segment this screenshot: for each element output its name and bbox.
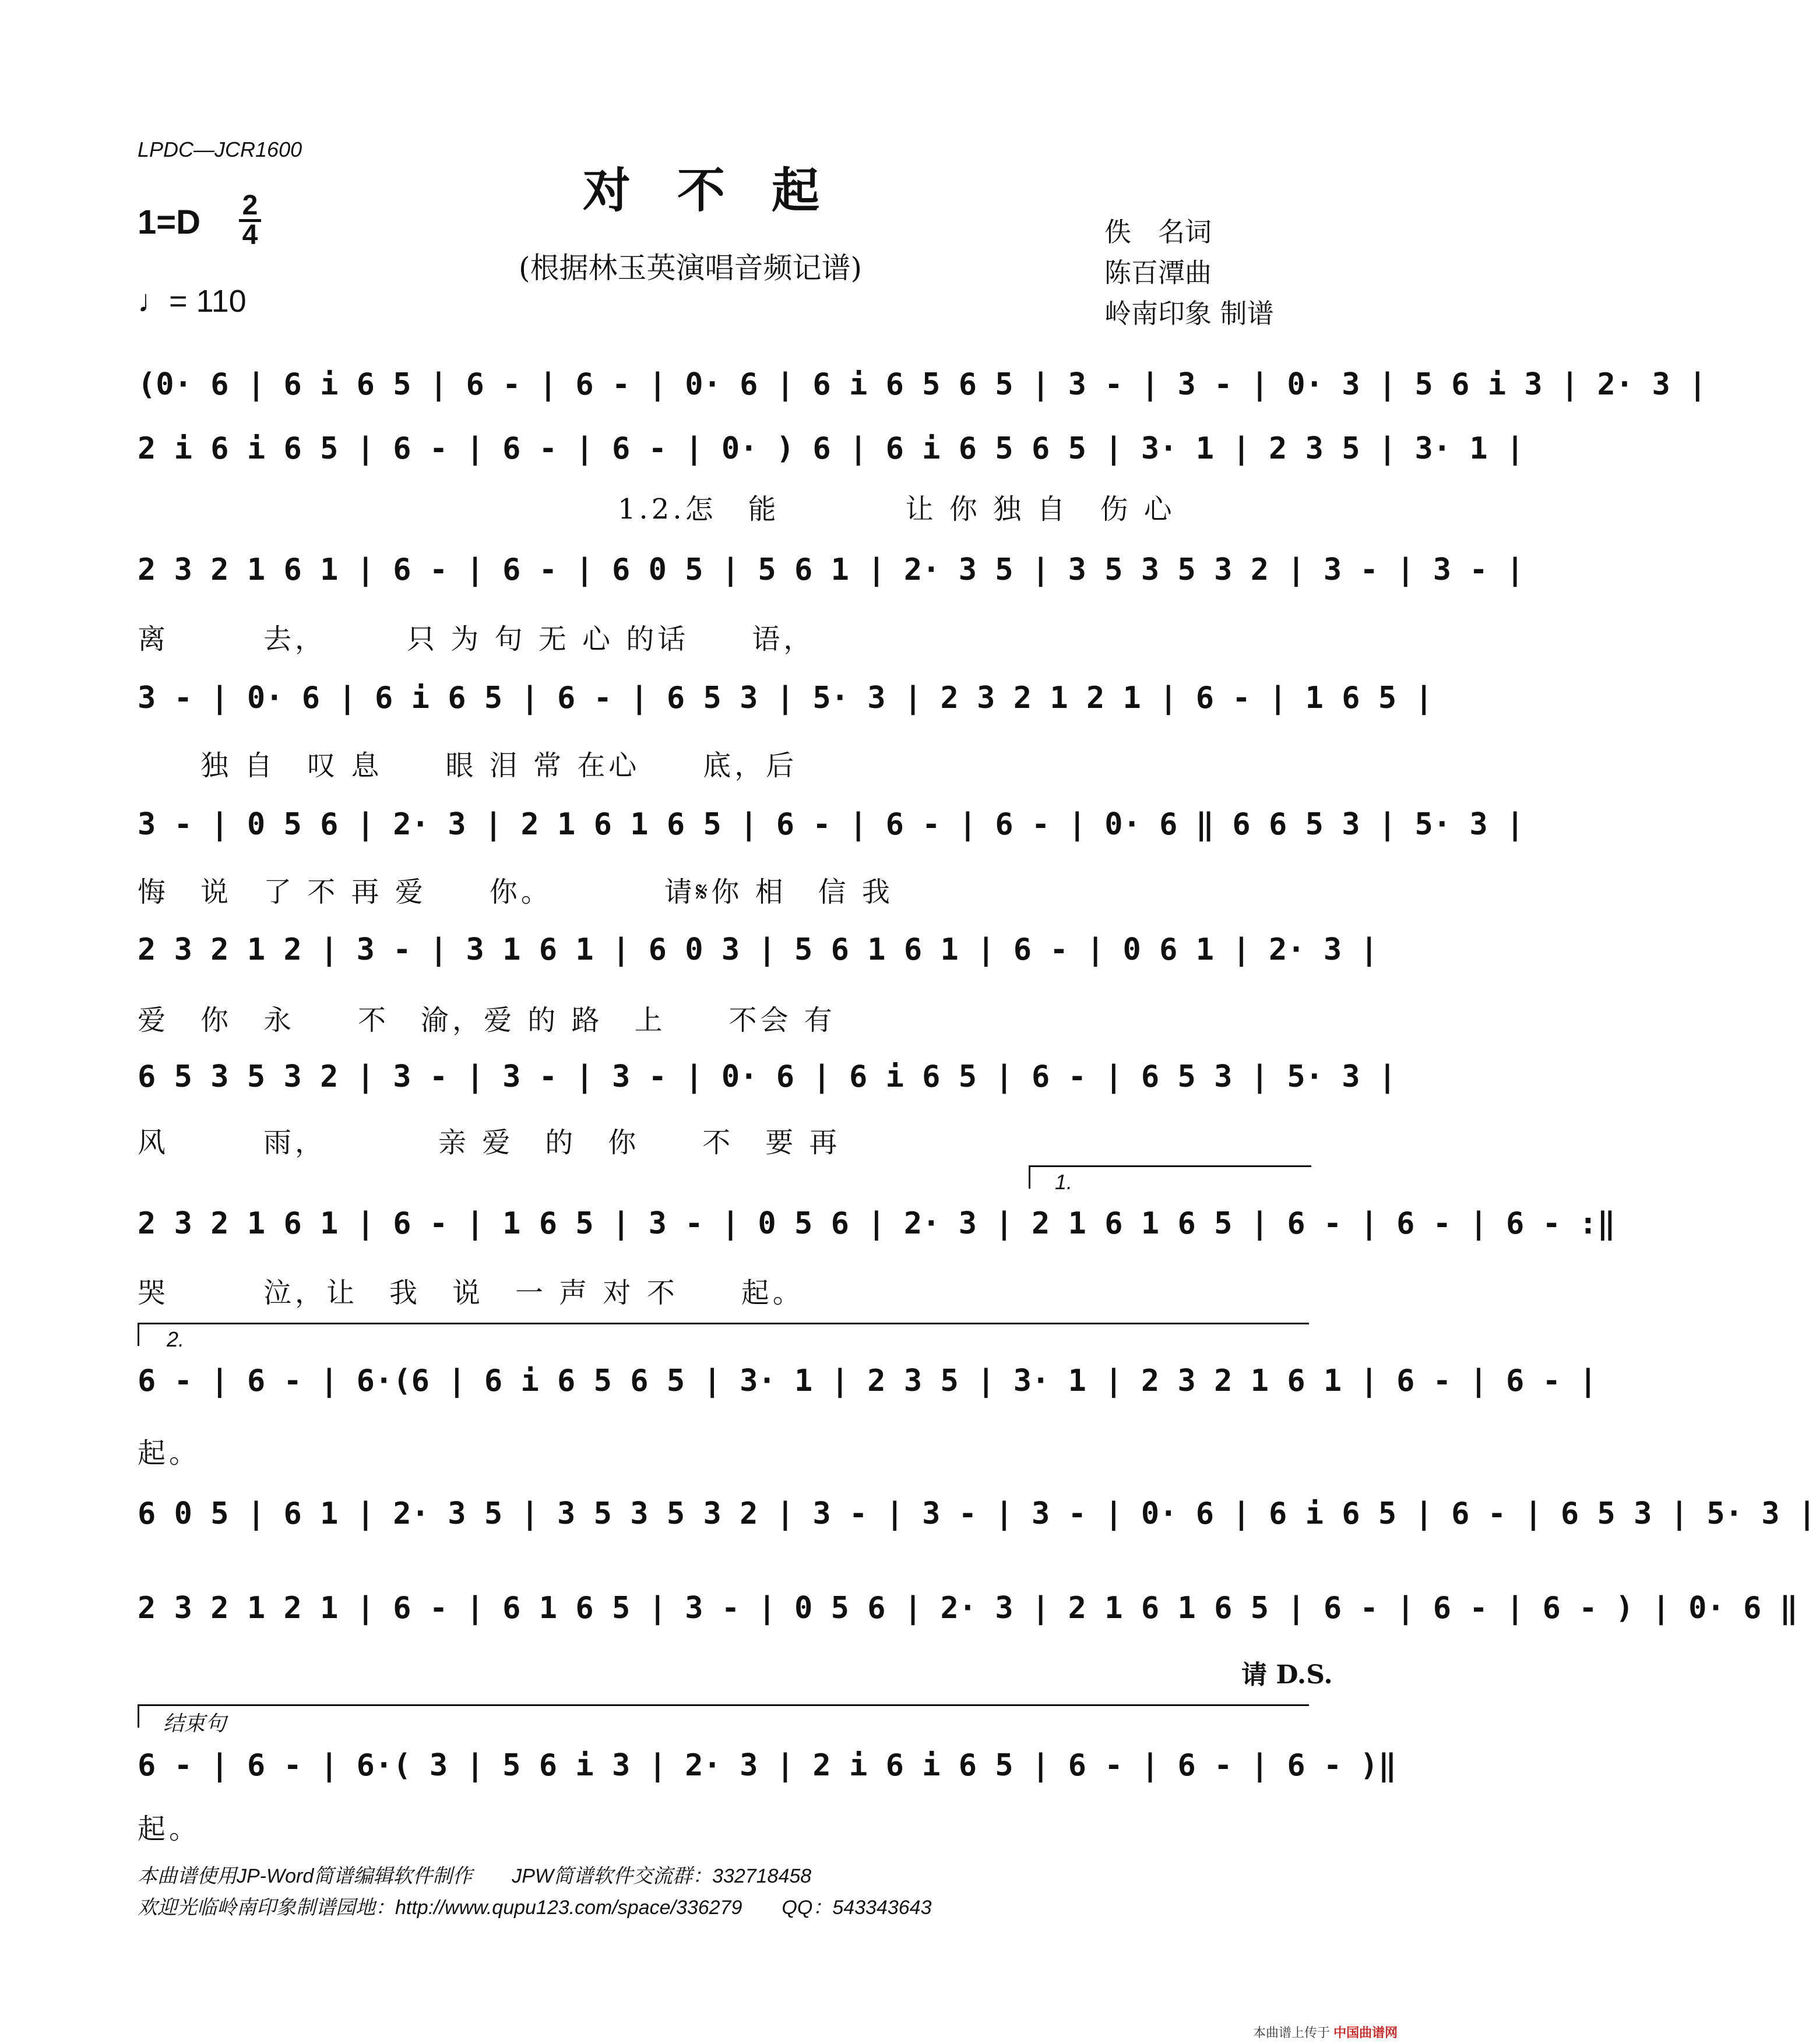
document-id: LPDC—JCR1600 xyxy=(138,138,302,161)
music-system-10: 6 0 5 | 6 1 | 2· 3 5 | 3 5 3 5 3 2 | 3 - | 3 - | 3 - | 0· 6 | 6 i 6 5 | 6 - | 6 5 3 | 5· 3 | xyxy=(138,1496,1816,1531)
time-signature xyxy=(239,192,261,249)
tempo-marking: ♩= 110 xyxy=(138,284,247,319)
music-system-8: 2 3 2 1 6 1 | 6 - | 1 6 5 | 3 - | 0 5 6 | 2· 3 | 2 1 6 1 6 5 | 6 - | 6 - | 6 - :‖ xyxy=(138,1206,1616,1241)
music-system-7: 6 5 3 5 3 2 | 3 - | 3 - | 3 - | 0· 6 | 6 i 6 5 | 6 - | 6 5 3 | 5· 3 | xyxy=(138,1059,1397,1094)
watermark-site: 中国曲谱网 xyxy=(1333,2025,1398,2040)
music-system-12: 6 - | 6 - | 6·( 3 | 5 6 i 3 | 2· 3 | 2 i 6 i 6 5 | 6 - | 6 - | 6 - )‖ xyxy=(138,1748,1397,1783)
lyric-line-3: 离 去， 只 为 句 无 心 的话 语， xyxy=(138,623,815,656)
time-signature-top: 2 xyxy=(242,190,258,221)
music-system-9: 6 - | 6 - | 6·(6 | 6 i 6 5 6 5 | 3· 1 | 2 3 5 | 3· 1 | 2 3 2 1 6 1 | 6 - | 6 - | xyxy=(138,1363,1597,1398)
first-ending-bracket xyxy=(1029,1165,1311,1167)
lyric-line-7: 风 雨， 亲 爱 的 你 不 要 再 xyxy=(138,1126,841,1159)
music-system-2: 2 i 6 i 6 5 | 6 - | 6 - | 6 - | 0· ) 6 | 6 i 6 5 6 5 | 3· 1 | 2 3 5 | 3· 1 | xyxy=(138,431,1525,466)
watermark-text: 本曲谱上传于 xyxy=(1253,2025,1331,2040)
music-system-4: 3 - | 0· 6 | 6 i 6 5 | 6 - | 6 5 3 | 5· 3 | 2 3 2 1 2 1 | 6 - | 1 6 5 | xyxy=(138,681,1433,716)
key-signature: 1=D xyxy=(138,203,201,241)
second-ending-label: 2. xyxy=(167,1327,185,1351)
lyric-line-4: 独 自 叹 息 眼 泪 常 在心 底，后 xyxy=(138,749,798,782)
music-system-6: 2 3 2 1 2 | 3 - | 3 1 6 1 | 6 0 3 | 5 6 1 6 1 | 6 - | 0 6 1 | 2· 3 | xyxy=(138,932,1378,967)
coda-label: 结束句 xyxy=(163,1711,227,1735)
coda-bracket-tick xyxy=(138,1704,139,1728)
composer-credit: 陈百潭曲 xyxy=(1104,257,1212,288)
song-title: 对不起 xyxy=(583,163,867,219)
music-system-5: 3 - | 0 5 6 | 2· 3 | 2 1 6 1 6 5 | 6 - | 6 - | 6 - | 0· 6 ‖ 6 6 5 3 | 5· 3 | xyxy=(138,807,1525,842)
arranger-credit: 岭南印象 制谱 xyxy=(1104,298,1274,329)
coda-bracket xyxy=(138,1704,1309,1706)
second-ending-bracket xyxy=(138,1323,1309,1324)
first-ending-bracket-tick xyxy=(1029,1165,1030,1189)
lyric-line-2: 1.2.怎 能 让 你 独 自 伤 心 xyxy=(618,493,1176,526)
first-ending-label: 1. xyxy=(1055,1170,1073,1194)
footer-line-2: 欢迎光临岭南印象制谱园地：http://www.qupu123.com/space/336279 QQ：543343643 xyxy=(138,1897,932,1919)
lyric-line-9: 起。 xyxy=(138,1437,201,1469)
lyric-line-12: 起。 xyxy=(138,1813,201,1845)
footer-line-1: 本曲谱使用JP-Word简谱编辑软件制作 JPW简谱软件交流群：332718458 xyxy=(138,1865,812,1887)
music-system-1: (0· 6 | 6 i 6 5 | 6 - | 6 - | 0· 6 | 6 i 6 5 6 5 | 3 - | 3 - | 0· 3 | 5 6 i 3 | 2· 3 | xyxy=(138,367,1707,402)
da-segno-marking: 请 D.S. xyxy=(1241,1660,1333,1690)
lyric-line-8: 哭 泣，让 我 说 一 声 对 不 起。 xyxy=(138,1277,804,1309)
time-signature-bottom: 4 xyxy=(242,220,258,251)
lyricist-credit: 佚 名词 xyxy=(1104,216,1212,248)
music-system-3: 2 3 2 1 6 1 | 6 - | 6 - | 6 0 5 | 5 6 1 | 2· 3 5 | 3 5 3 5 3 2 | 3 - | 3 - | xyxy=(138,552,1525,587)
second-ending-bracket-tick xyxy=(138,1323,139,1346)
song-subtitle: (根据林玉英演唱音频记谱) xyxy=(519,251,863,285)
music-system-11: 2 3 2 1 2 1 | 6 - | 6 1 6 5 | 3 - | 0 5 6 | 2· 3 | 2 1 6 1 6 5 | 6 - | 6 - | 6 - ) | 0· 6 ‖ xyxy=(138,1591,1798,1626)
upload-watermark xyxy=(1253,2023,1398,2041)
lyric-line-5: 悔 说 了 不 再 爱 你。 请𝄋你 相 信 我 xyxy=(138,876,893,908)
lyric-line-6: 爱 你 永 不 渝，爱 的 路 上 不会 有 xyxy=(138,1004,836,1037)
